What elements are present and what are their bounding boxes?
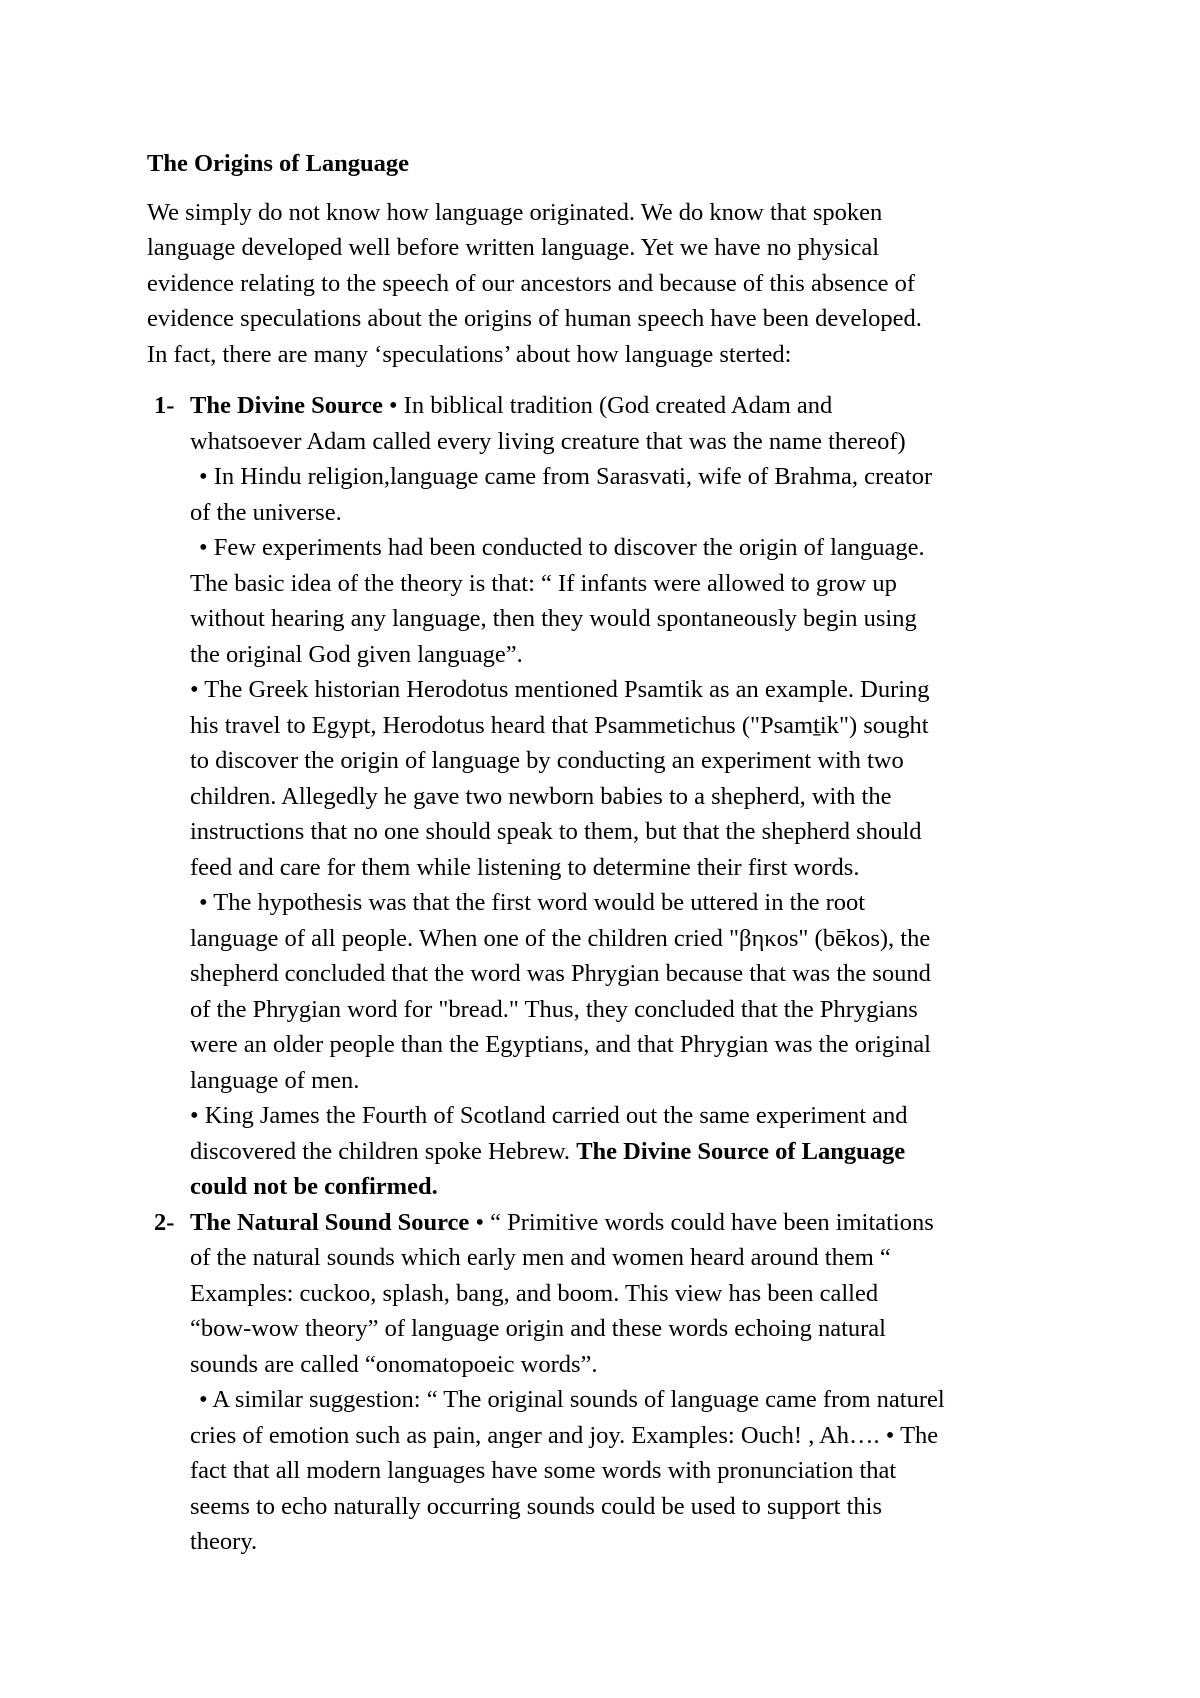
list-item-line: the original God given language”. <box>190 640 523 668</box>
list-item-line: cries of emotion such as pain, anger and joy. Examples: Ouch! , Ah…. • The <box>190 1421 939 1449</box>
intro-line: evidence speculations about the origins of human speech have been developed. <box>147 305 922 332</box>
list-item-line: Examples: cuckoo, splash, bang, and boom. This view has been called <box>190 1279 879 1307</box>
list-item-line: whatsoever Adam called every living creature that was the name thereof) <box>190 427 906 455</box>
intro-line: We simply do not know how language originated. We do know that spoken <box>147 198 883 226</box>
list-item-line: • A similar suggestion: “ The original sounds of language came from naturel <box>199 1386 945 1413</box>
list-item-line: The basic idea of the theory is that: “ If infants were allowed to grow up <box>190 569 897 597</box>
list-item-line: children. Allegedly he gave two newborn babies to a shepherd, with the <box>190 782 892 810</box>
list-item-first-line-text: • “ Primitive words could have been imitations <box>469 1208 934 1236</box>
list-item-line: sounds are called “onomatopoeic words”. <box>190 1350 598 1378</box>
list-item-line: fact that all modern languages have some words with pronunciation that <box>190 1457 897 1484</box>
document-content <box>147 146 1067 1560</box>
list-item-line: • The hypothesis was that the first word would be uttered in the root <box>199 889 866 916</box>
list-item-line: • In Hindu religion,language came from Sarasvati, wife of Brahma, creator <box>199 463 933 490</box>
list-item-line: feed and care for them while listening to determine their first words. <box>190 853 860 881</box>
list-item-line: to discover the origin of language by conducting an experiment with two <box>190 747 904 774</box>
intro-line: language developed well before written language. Yet we have no physical <box>147 234 880 261</box>
list-item-line: language of men. <box>190 1066 360 1094</box>
list-item-line: were an older people than the Egyptians, and that Phrygian was the original <box>190 1031 931 1058</box>
list-item-line: instructions that no one should speak to them, but that the shepherd should <box>190 818 922 845</box>
list-item-heading: The Natural Sound Source <box>190 1208 470 1236</box>
list-item-line: of the natural sounds which early men and women heard around them “ <box>190 1244 891 1271</box>
intro-paragraph <box>147 195 1067 373</box>
conclusion-bold: The Divine Source of Language <box>576 1137 906 1165</box>
list-item-line: shepherd concluded that the word was Phrygian because that was the sound <box>190 960 931 987</box>
intro-line: In fact, there are many ‘speculations’ about how language sterted: <box>147 340 792 368</box>
list-item-line: his travel to Egypt, Herodotus heard that Psammetichus ("Psamṯik") sought <box>190 711 929 739</box>
list-item-number: 2- <box>154 1208 175 1236</box>
intro-line: evidence relating to the speech of our ancestors and because of this absence of <box>147 269 916 297</box>
list-item-heading: The Divine Source <box>190 392 383 419</box>
list-item-line: seems to echo naturally occurring sounds could be used to support this <box>190 1492 882 1520</box>
list-item-number: 1- <box>154 392 175 419</box>
list-item-natural-sound-source <box>147 1205 1067 1560</box>
list-item-line <box>190 1134 1067 1170</box>
list-item-line: of the universe. <box>190 498 342 526</box>
list-item-line: “bow-wow theory” of language origin and these words echoing natural <box>190 1315 886 1342</box>
list-item-divine-source <box>147 388 1067 1205</box>
page-title: The Origins of Language <box>147 150 410 177</box>
list-item-line: of the Phrygian word for "bread." Thus, they concluded that the Phrygians <box>190 995 918 1023</box>
list-item-line: • Few experiments had been conducted to discover the origin of language. <box>199 534 925 561</box>
list-item-first-line-text: • In biblical tradition (God created Adam and <box>382 392 833 419</box>
list-item-first-line <box>190 1205 1067 1241</box>
list-item-line: • The Greek historian Herodotus mentioned Psamtik as an example. During <box>190 676 930 703</box>
conclusion-bold-line: could not be confirmed. <box>190 1173 438 1200</box>
list-item-line: • King James the Fourth of Scotland carried out the same experiment and <box>190 1102 908 1129</box>
list-item-line: without hearing any language, then they would spontaneously begin using <box>190 605 917 632</box>
list-item-line: theory. <box>190 1528 258 1555</box>
list-item-line-text: discovered the children spoke Hebrew. <box>190 1137 577 1165</box>
list-item-first-line <box>190 388 1067 424</box>
list-item-line: language of all people. When one of the children cried "βηκos" (bēkos), the <box>190 924 931 952</box>
